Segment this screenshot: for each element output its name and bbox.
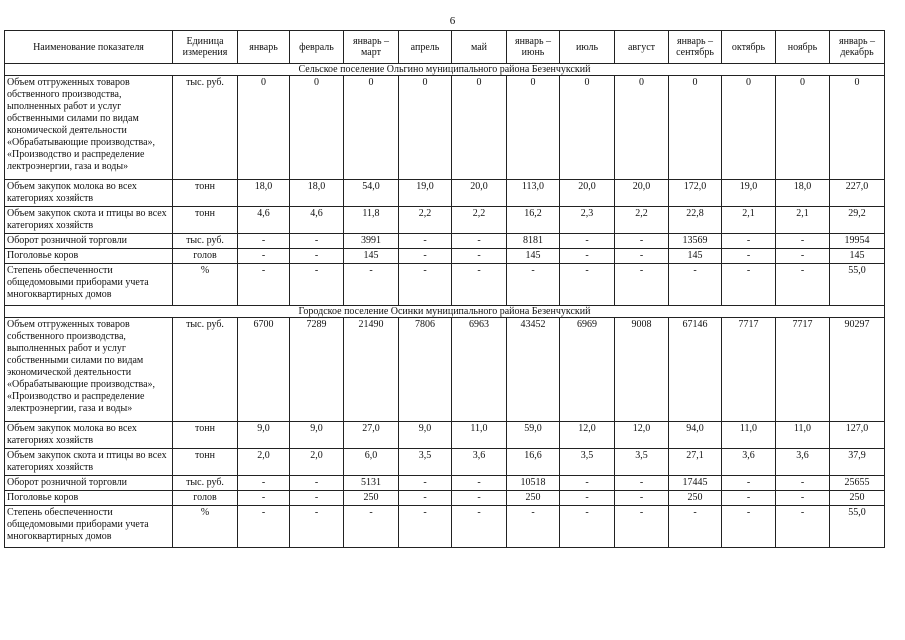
- value-cell: -: [776, 249, 830, 264]
- value-cell: 7289: [290, 318, 344, 422]
- value-cell: 6969: [560, 318, 615, 422]
- value-cell: -: [399, 249, 452, 264]
- value-cell: -: [722, 264, 776, 306]
- value-cell: 20,0: [452, 180, 507, 207]
- header-cell: январь – сентябрь: [669, 31, 722, 64]
- header-cell: октябрь: [722, 31, 776, 64]
- value-cell: 0: [290, 76, 344, 180]
- value-cell: -: [399, 234, 452, 249]
- value-cell: 0: [776, 76, 830, 180]
- header-cell: апрель: [399, 31, 452, 64]
- header-cell: февраль: [290, 31, 344, 64]
- value-cell: 10518: [507, 476, 560, 491]
- section-header-row: [5, 64, 885, 76]
- value-cell: -: [344, 506, 399, 548]
- value-cell: 19,0: [722, 180, 776, 207]
- unit-cell: тонн: [173, 207, 238, 234]
- table-row: [5, 491, 885, 506]
- value-cell: 3,5: [615, 449, 669, 476]
- value-cell: 145: [669, 249, 722, 264]
- value-cell: 2,2: [615, 207, 669, 234]
- value-cell: 250: [830, 491, 885, 506]
- value-cell: -: [290, 506, 344, 548]
- value-cell: -: [722, 249, 776, 264]
- value-cell: -: [615, 506, 669, 548]
- value-cell: -: [452, 506, 507, 548]
- header-cell: январь: [238, 31, 290, 64]
- value-cell: -: [776, 476, 830, 491]
- value-cell: -: [722, 506, 776, 548]
- value-cell: 3,6: [452, 449, 507, 476]
- value-cell: 94,0: [669, 422, 722, 449]
- header-cell: ноябрь: [776, 31, 830, 64]
- value-cell: -: [615, 234, 669, 249]
- value-cell: 11,0: [776, 422, 830, 449]
- value-cell: -: [399, 506, 452, 548]
- value-cell: 27,0: [344, 422, 399, 449]
- header-cell: январь – март: [344, 31, 399, 64]
- value-cell: -: [560, 476, 615, 491]
- value-cell: 29,2: [830, 207, 885, 234]
- table-row: [5, 234, 885, 249]
- table-row: [5, 318, 885, 422]
- section-title: Сельское поселение Ольгино муниципального района Безенчукский: [5, 64, 885, 76]
- value-cell: -: [615, 491, 669, 506]
- value-cell: 7717: [776, 318, 830, 422]
- unit-cell: голов: [173, 249, 238, 264]
- value-cell: -: [290, 264, 344, 306]
- indicator-name: Объем закупок молока во всех категориях хозяйств: [5, 180, 173, 207]
- value-cell: 20,0: [615, 180, 669, 207]
- value-cell: -: [507, 506, 560, 548]
- value-cell: -: [290, 234, 344, 249]
- unit-cell: тонн: [173, 180, 238, 207]
- value-cell: -: [722, 234, 776, 249]
- value-cell: -: [669, 506, 722, 548]
- value-cell: 2,1: [776, 207, 830, 234]
- value-cell: 20,0: [560, 180, 615, 207]
- indicator-name: Объем отгруженных товаров собственного производства, выполненных работ и услуг собственными силами по видам экономической деятельности «Обрабатывающие производства», «Производство и распределение электроэнергии, газа и воды»: [5, 318, 173, 422]
- value-cell: 145: [830, 249, 885, 264]
- value-cell: 227,0: [830, 180, 885, 207]
- value-cell: 16,2: [507, 207, 560, 234]
- value-cell: -: [615, 476, 669, 491]
- value-cell: 2,1: [722, 207, 776, 234]
- value-cell: -: [452, 476, 507, 491]
- value-cell: -: [290, 491, 344, 506]
- value-cell: 9008: [615, 318, 669, 422]
- value-cell: 0: [399, 76, 452, 180]
- unit-cell: тыс. руб.: [173, 476, 238, 491]
- value-cell: -: [452, 249, 507, 264]
- header-cell: Наименование показателя: [5, 31, 173, 64]
- value-cell: 3,6: [776, 449, 830, 476]
- value-cell: 5131: [344, 476, 399, 491]
- table-row: [5, 449, 885, 476]
- indicator-name: Оборот розничной торговли: [5, 234, 173, 249]
- header-row: [5, 31, 885, 64]
- header-cell: июль: [560, 31, 615, 64]
- indicator-name: Объем закупок скота и птицы во всех категориях хозяйств: [5, 449, 173, 476]
- value-cell: 2,3: [560, 207, 615, 234]
- value-cell: 25655: [830, 476, 885, 491]
- value-cell: 54,0: [344, 180, 399, 207]
- value-cell: -: [238, 264, 290, 306]
- indicator-name: Степень обеспеченности общедомовыми приборами учета многоквартирных домов: [5, 506, 173, 548]
- value-cell: 13569: [669, 234, 722, 249]
- indicator-name: Поголовье коров: [5, 249, 173, 264]
- value-cell: -: [452, 491, 507, 506]
- value-cell: 2,0: [290, 449, 344, 476]
- header-cell: январь – июнь: [507, 31, 560, 64]
- unit-cell: голов: [173, 491, 238, 506]
- value-cell: 22,8: [669, 207, 722, 234]
- value-cell: -: [452, 264, 507, 306]
- value-cell: -: [776, 234, 830, 249]
- value-cell: -: [238, 249, 290, 264]
- value-cell: 9,0: [290, 422, 344, 449]
- indicators-table: [4, 30, 885, 548]
- header-cell: январь – декабрь: [830, 31, 885, 64]
- table-row: [5, 207, 885, 234]
- value-cell: 17445: [669, 476, 722, 491]
- value-cell: 19954: [830, 234, 885, 249]
- value-cell: 4,6: [290, 207, 344, 234]
- value-cell: -: [290, 476, 344, 491]
- value-cell: 9,0: [238, 422, 290, 449]
- value-cell: -: [452, 234, 507, 249]
- value-cell: -: [344, 264, 399, 306]
- unit-cell: тыс. руб.: [173, 234, 238, 249]
- value-cell: 9,0: [399, 422, 452, 449]
- value-cell: 27,1: [669, 449, 722, 476]
- value-cell: 11,0: [452, 422, 507, 449]
- value-cell: -: [560, 234, 615, 249]
- value-cell: -: [238, 234, 290, 249]
- value-cell: 3991: [344, 234, 399, 249]
- value-cell: 6963: [452, 318, 507, 422]
- value-cell: 0: [830, 76, 885, 180]
- value-cell: 8181: [507, 234, 560, 249]
- indicator-name: Оборот розничной торговли: [5, 476, 173, 491]
- value-cell: 7717: [722, 318, 776, 422]
- value-cell: 145: [344, 249, 399, 264]
- value-cell: -: [776, 491, 830, 506]
- value-cell: 4,6: [238, 207, 290, 234]
- table-body: [5, 64, 885, 548]
- value-cell: 11,8: [344, 207, 399, 234]
- value-cell: 55,0: [830, 506, 885, 548]
- table-row: [5, 506, 885, 548]
- value-cell: -: [399, 491, 452, 506]
- value-cell: 3,6: [722, 449, 776, 476]
- value-cell: 0: [344, 76, 399, 180]
- value-cell: 3,5: [399, 449, 452, 476]
- value-cell: 55,0: [830, 264, 885, 306]
- unit-cell: тонн: [173, 449, 238, 476]
- value-cell: 7806: [399, 318, 452, 422]
- value-cell: -: [615, 264, 669, 306]
- value-cell: 0: [669, 76, 722, 180]
- unit-cell: %: [173, 264, 238, 306]
- value-cell: 2,2: [452, 207, 507, 234]
- value-cell: -: [290, 249, 344, 264]
- value-cell: 90297: [830, 318, 885, 422]
- value-cell: 145: [507, 249, 560, 264]
- value-cell: 0: [722, 76, 776, 180]
- value-cell: 250: [669, 491, 722, 506]
- table-row: [5, 76, 885, 180]
- value-cell: 0: [238, 76, 290, 180]
- value-cell: -: [560, 264, 615, 306]
- unit-cell: тонн: [173, 422, 238, 449]
- value-cell: 18,0: [776, 180, 830, 207]
- value-cell: 3,5: [560, 449, 615, 476]
- value-cell: -: [776, 264, 830, 306]
- value-cell: 0: [452, 76, 507, 180]
- unit-cell: тыс. руб.: [173, 318, 238, 422]
- value-cell: 113,0: [507, 180, 560, 207]
- value-cell: 6700: [238, 318, 290, 422]
- value-cell: 12,0: [560, 422, 615, 449]
- value-cell: 0: [615, 76, 669, 180]
- value-cell: -: [399, 476, 452, 491]
- value-cell: 250: [507, 491, 560, 506]
- value-cell: -: [238, 476, 290, 491]
- value-cell: 21490: [344, 318, 399, 422]
- value-cell: -: [560, 249, 615, 264]
- value-cell: 0: [507, 76, 560, 180]
- indicator-name: Объем отгруженных товаров обственного производства, ыполненных работ и услуг обственными силами по видам кономической деятельности «Обрабатывающие производства», «Производство и распределение лектроэнергии, газа и воды»: [5, 76, 173, 180]
- value-cell: -: [507, 264, 560, 306]
- value-cell: -: [722, 491, 776, 506]
- value-cell: 2,2: [399, 207, 452, 234]
- value-cell: -: [615, 249, 669, 264]
- value-cell: -: [776, 506, 830, 548]
- value-cell: 2,0: [238, 449, 290, 476]
- table-row: [5, 476, 885, 491]
- value-cell: 16,6: [507, 449, 560, 476]
- value-cell: 67146: [669, 318, 722, 422]
- indicator-name: Объем закупок скота и птицы во всех категориях хозяйств: [5, 207, 173, 234]
- table-row: [5, 249, 885, 264]
- table-row: [5, 422, 885, 449]
- value-cell: 0: [560, 76, 615, 180]
- value-cell: 127,0: [830, 422, 885, 449]
- unit-cell: %: [173, 506, 238, 548]
- value-cell: 6,0: [344, 449, 399, 476]
- table-row: [5, 180, 885, 207]
- header-cell: август: [615, 31, 669, 64]
- value-cell: 172,0: [669, 180, 722, 207]
- header-cell: Единица измерения: [173, 31, 238, 64]
- value-cell: 18,0: [290, 180, 344, 207]
- unit-cell: тыс. руб.: [173, 76, 238, 180]
- value-cell: -: [560, 491, 615, 506]
- value-cell: 11,0: [722, 422, 776, 449]
- value-cell: -: [560, 506, 615, 548]
- indicator-name: Степень обеспеченности общедомовыми приборами учета многоквартирных домов: [5, 264, 173, 306]
- indicator-name: Объем закупок молока во всех категориях хозяйств: [5, 422, 173, 449]
- section-header-row: [5, 306, 885, 318]
- value-cell: 18,0: [238, 180, 290, 207]
- value-cell: -: [238, 491, 290, 506]
- value-cell: -: [399, 264, 452, 306]
- section-title: Городское поселение Осинки муниципального района Безенчукский: [5, 306, 885, 318]
- value-cell: 19,0: [399, 180, 452, 207]
- header-cell: май: [452, 31, 507, 64]
- value-cell: 37,9: [830, 449, 885, 476]
- value-cell: 59,0: [507, 422, 560, 449]
- value-cell: -: [722, 476, 776, 491]
- value-cell: 250: [344, 491, 399, 506]
- value-cell: 43452: [507, 318, 560, 422]
- value-cell: 12,0: [615, 422, 669, 449]
- table-row: [5, 264, 885, 306]
- page-number: 6: [449, 15, 456, 27]
- value-cell: -: [238, 506, 290, 548]
- indicator-name: Поголовье коров: [5, 491, 173, 506]
- value-cell: -: [669, 264, 722, 306]
